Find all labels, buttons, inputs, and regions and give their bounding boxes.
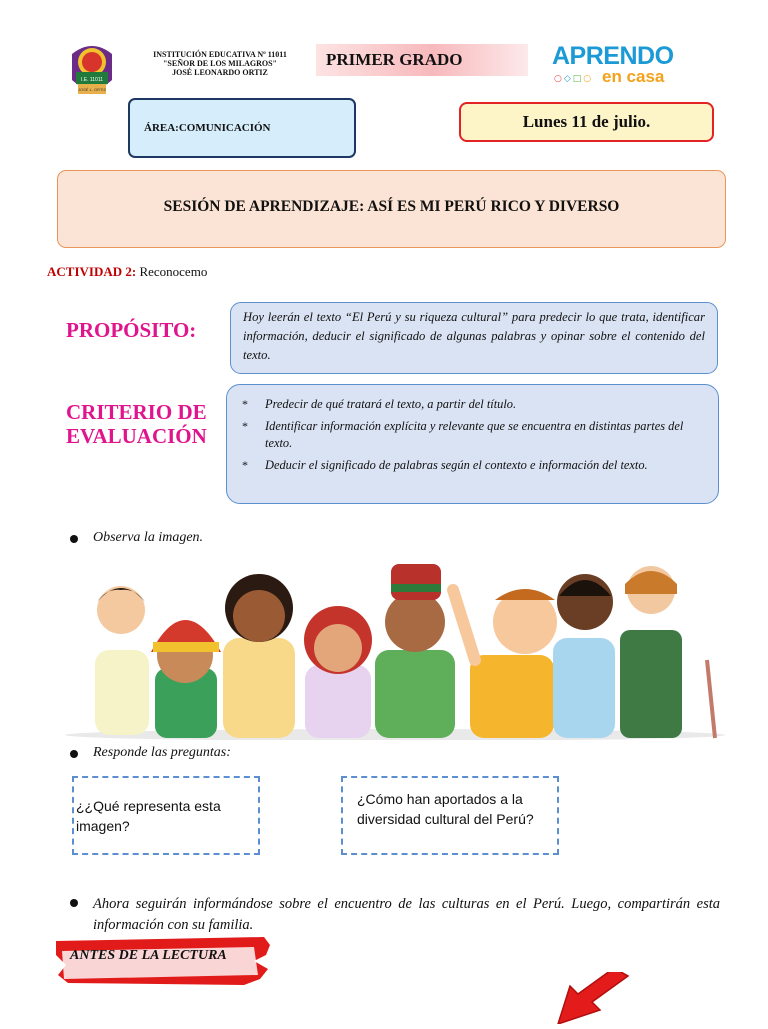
bullet-icon xyxy=(70,899,78,907)
session-title: SESIÓN DE APRENDIZAJE: ASÍ ES MI PERÚ RICO Y DIVERSO xyxy=(57,170,726,248)
asterisk-icon: * xyxy=(242,457,248,472)
logo-text-bottom: JOSÉ L. ORTIZ xyxy=(78,87,106,92)
purpose-heading: PROPÓSITO: xyxy=(66,318,197,342)
asterisk-icon: * xyxy=(242,397,248,411)
area-box: ÁREA:COMUNICACIÓN xyxy=(128,98,356,158)
school-line-2: "SEÑOR DE LOS MILAGROS" xyxy=(162,59,277,68)
criteria-box xyxy=(226,384,719,504)
criteria-item xyxy=(239,418,706,453)
purpose-text: Hoy leerán el texto “El Perú y su riqueza cultural” para predecir lo que trata, identificar información, deducir el significado de algunas palabras y opinar sobre el contenido del texto. xyxy=(243,310,705,362)
date-box: Lunes 11 de julio. xyxy=(459,102,714,142)
child-figure xyxy=(95,586,149,735)
school-logo xyxy=(66,40,118,100)
red-arrow-icon xyxy=(548,972,638,1024)
bullet-icon xyxy=(70,750,78,758)
child-figure xyxy=(304,606,372,738)
child-figure xyxy=(375,564,455,738)
criteria-item xyxy=(239,396,706,414)
purpose-box xyxy=(230,302,718,374)
child-figure xyxy=(620,566,715,738)
child-figure xyxy=(223,574,295,738)
criteria-heading xyxy=(66,400,207,448)
grade-label: PRIMER GRADO xyxy=(316,44,528,76)
child-figure xyxy=(151,620,221,738)
question-text: ¿¿Qué representa esta imagen? xyxy=(76,798,221,834)
criteria-item xyxy=(239,457,706,475)
final-instruction: Ahora seguirán informándose sobre el encuentro de las culturas en el Perú. Luego, compartirán esta información con su familia. xyxy=(93,896,720,933)
observe-instruction: Observa la imagen. xyxy=(93,530,204,545)
respond-instruction: Responde las preguntas: xyxy=(93,745,231,760)
bullet-icon xyxy=(70,535,78,543)
brand-word-1: APRENDO xyxy=(552,42,674,70)
child-figure xyxy=(553,574,615,738)
children-illustration xyxy=(55,560,730,740)
criteria-heading-line-2: EVALUACIÓN xyxy=(66,424,207,448)
school-line-1: INSTITUCIÓN EDUCATIVA Nº 11011 xyxy=(153,50,287,59)
before-reading-label: ANTES DE LA LECTURA xyxy=(70,948,227,963)
question-box-1 xyxy=(72,776,260,855)
question-box-2 xyxy=(341,776,559,855)
criteria-item-text: Identificar información explícita y relevante que se encuentra en distintas partes del texto. xyxy=(265,418,684,450)
child-figure xyxy=(453,589,557,738)
criteria-heading-line-1: CRITERIO DE xyxy=(66,400,207,424)
logo-text-top: I.E. 11011 xyxy=(80,77,104,83)
brand-shapes-icon: ○◇□○ xyxy=(554,74,594,84)
question-text: ¿Cómo han aportados a la diversidad cultural del Perú? xyxy=(357,791,534,827)
school-name xyxy=(125,50,315,77)
school-line-3: JOSÉ LEONARDO ORTIZ xyxy=(172,68,268,77)
aprendo-en-casa-logo xyxy=(548,42,696,90)
brand-word-2: en casa xyxy=(602,67,665,86)
activity-label: ACTIVIDAD 2: xyxy=(47,264,137,279)
asterisk-icon: * xyxy=(242,418,248,433)
activity-text: Reconocemo xyxy=(139,264,208,279)
criteria-item-text: Deducir el significado de palabras según el contexto e información del texto. xyxy=(265,457,648,472)
activity-line xyxy=(47,264,207,280)
criteria-item-text: Predecir de qué tratará el texto, a partir del título. xyxy=(265,397,517,411)
